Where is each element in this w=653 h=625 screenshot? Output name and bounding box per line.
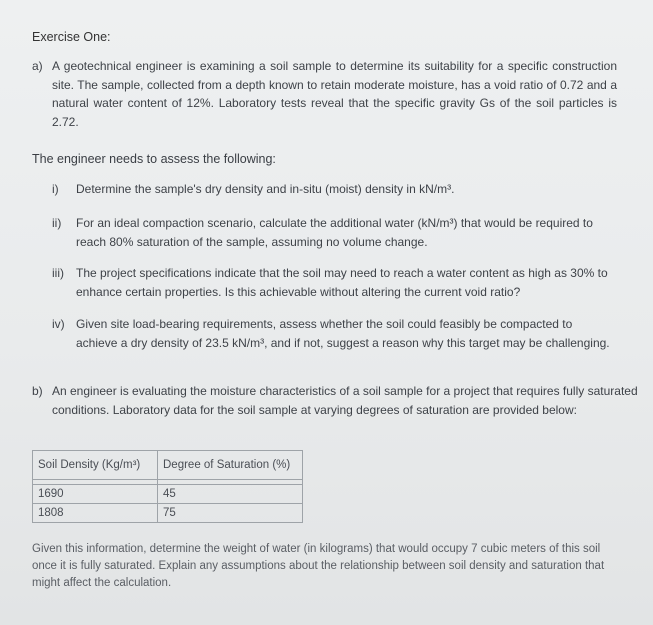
table-row [33,504,303,523]
part-a-marker: a) [32,59,43,73]
question-number: i) [52,182,59,196]
question-number: iii) [52,266,64,280]
question-number: iv) [52,317,65,331]
table-cell: 1808 [33,504,158,523]
table-cell: 1690 [33,485,158,504]
question-text: Determine the sample's dry density and in-situ (moist) density in kN/m³. [76,182,455,196]
final-question: Given this information, determine the weight of water (in kilograms) that would occupy 7 cubic meters of this soil once it is fully saturated. Explain any assumptions about the relationship between soil density and saturation that might affect the calculation. [32,543,605,589]
table-header-soil-density: Soil Density (Kg/m³) [33,451,158,480]
part-b-marker: b) [32,384,43,398]
table-row [33,485,303,504]
question-number: ii) [52,216,62,230]
table-header-row [33,451,303,480]
assessment-intro: The engineer needs to assess the following: [32,152,276,166]
exercise-heading: Exercise One: [32,30,111,44]
question-text: The project specifications indicate that the soil may need to reach a water content as high as 30% to enhance certain properties. Is this achievable without altering the current void ratio? [76,266,608,299]
table-header-saturation: Degree of Saturation (%) [158,451,303,480]
table-cell: 45 [158,485,303,504]
table-cell: 75 [158,504,303,523]
part-b-text: An engineer is evaluating the moisture characteristics of a soil sample for a project that requires fully saturated conditions. Laboratory data for the soil sample at varying degrees of saturation are provided below: [52,384,638,417]
question-text: Given site load-bearing requirements, assess whether the soil could feasibly be compacted to achieve a dry density of 23.5 kN/m³, and if not, suggest a reason why this target may be challenging. [76,317,610,350]
part-a-text: A geotechnical engineer is examining a soil sample to determine its suitability for a specific construction site. The sample, collected from a depth known to retain moderate moisture, has a void ratio of 0.72 and a natural water content of 12%. Laboratory tests reveal that the specific gravity Gs of the soil particles is 2.72. [52,59,617,129]
question-text: For an ideal compaction scenario, calculate the additional water (kN/m³) that would be required to reach 80% saturation of the sample, assuming no volume change. [76,216,593,249]
part-a-paragraph [32,57,617,129]
saturation-table [32,450,303,523]
